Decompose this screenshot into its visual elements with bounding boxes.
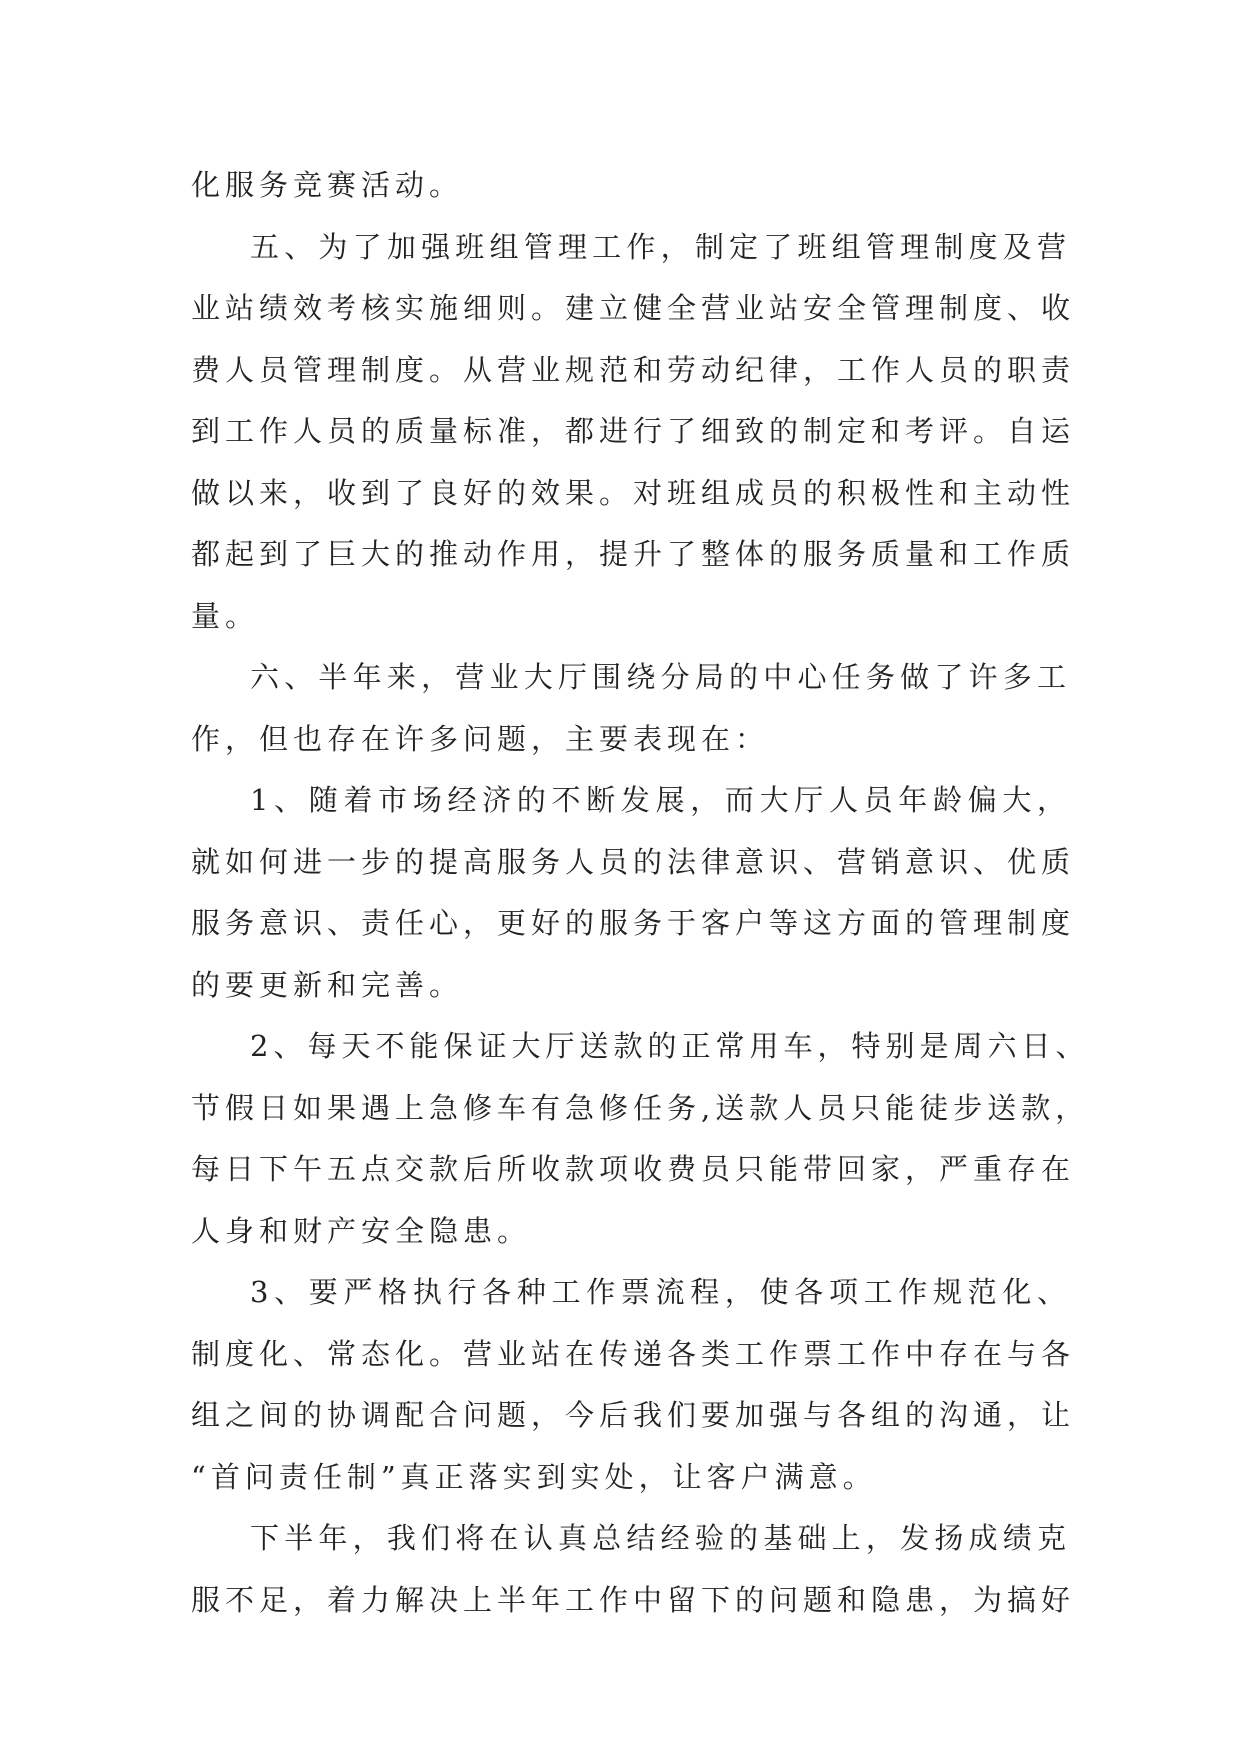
text-line: 就如何进一步的提高服务人员的法律意识、营销意识、优质 bbox=[191, 844, 1076, 879]
paragraph-first-line: 2、每天不能保证大厅送款的正常用车，特别是周六日、 bbox=[250, 1029, 1090, 1063]
paragraph-first-line: 3、要严格执行各种工作票流程，使各项工作规范化、 bbox=[250, 1275, 1071, 1309]
text-line: 组之间的协调配合问题，今后我们要加强与各组的沟通，让 bbox=[191, 1398, 1076, 1432]
text-line: 费人员管理制度。从营业规范和劳动纪律，工作人员的职责 bbox=[191, 352, 1076, 387]
paragraph-first-line: 五、为了加强班组管理工作，制定了班组管理制度及营 bbox=[250, 229, 1071, 264]
text-line: “首问责任制”真正落实到实处，让客户满意。 bbox=[191, 1459, 877, 1494]
text-line: 都起到了巨大的推动作用，提升了整体的服务质量和工作质 bbox=[191, 537, 1076, 571]
text-line: 人身和财产安全隐患。 bbox=[191, 1213, 532, 1248]
text-line: 作，但也存在许多问题，主要表现在： bbox=[191, 721, 770, 756]
text-line: 服不足，着力解决上半年工作中留下的问题和隐患，为搞好 bbox=[191, 1582, 1076, 1617]
text-line: 制度化、常态化。营业站在传递各类工作票工作中存在与各 bbox=[191, 1336, 1076, 1371]
text-line: 业站绩效考核实施细则。建立健全营业站安全管理制度、收 bbox=[191, 291, 1076, 325]
text-line: 节假日如果遇上急修车有急修任务,送款人员只能徒步送款， bbox=[191, 1090, 1090, 1125]
paragraph-first-line: 1、随着市场经济的不断发展，而大厅人员年龄偏大， bbox=[250, 783, 1071, 817]
text-line: 的要更新和完善。 bbox=[191, 967, 464, 1002]
text-line: 做以来，收到了良好的效果。对班组成员的积极性和主动性 bbox=[191, 475, 1076, 510]
text-line: 到工作人员的质量标准，都进行了细致的制定和考评。自运 bbox=[191, 414, 1076, 448]
paragraph-first-line: 六、半年来，营业大厅围绕分局的中心任务做了许多工 bbox=[250, 660, 1071, 694]
text-line: 服务意识、责任心，更好的服务于客户等这方面的管理制度 bbox=[191, 906, 1076, 940]
text-line: 量。 bbox=[191, 598, 260, 633]
body-text bbox=[191, 155, 1090, 1631]
text-line: 每日下午五点交款后所收款项收费员只能带回家，严重存在 bbox=[191, 1152, 1076, 1186]
paragraph-first-line: 下半年，我们将在认真总结经验的基础上，发扬成绩克 bbox=[250, 1521, 1071, 1555]
text-line: 化服务竞赛活动。 bbox=[191, 168, 464, 202]
